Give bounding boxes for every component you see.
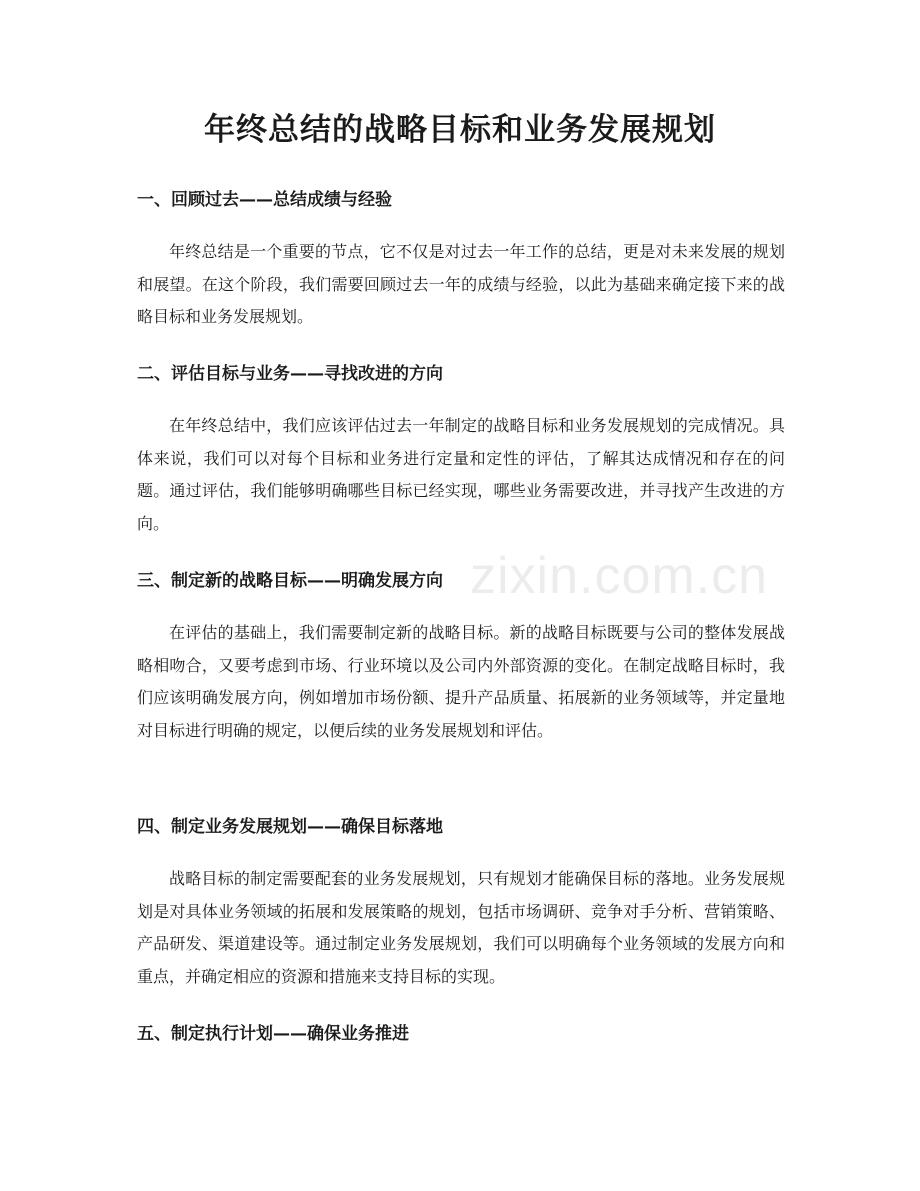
watermark: zixin.com.cn (470, 547, 769, 605)
section-1-paragraph: 年终总结是一个重要的节点，它不仅是对过去一年工作的总结，更是对未来发展的规划和展望。在这个阶段，我们需要回顾过去一年的成绩与经验，以此为基础来确定接下来的战略目标和业务发展规划。 (137, 242, 785, 326)
section-5-heading: 五、制定执行计划——确保业务推进 (137, 1024, 409, 1044)
section-3-heading: 三、制定新的战略目标——明确发展方向 (137, 571, 443, 591)
section-2-paragraph: 在年终总结中，我们应该评估过去一年制定的战略目标和业务发展规划的完成情况。具体来说，我们可以对每个目标和业务进行定量和定性的评估，了解其达成情况和存在的问题。通过评估，我们能够明确哪些目标已经实现，哪些业务需要改进，并寻找产生改进的方向。 (137, 416, 785, 533)
section-1-heading: 一、回顾过去——总结成绩与经验 (137, 190, 392, 210)
section-4-paragraph: 战略目标的制定需要配套的业务发展规划，只有规划才能确保目标的落地。业务发展规划是对具体业务领域的拓展和发展策略的规划，包括市场调研、竞争对手分析、营销策略、产品研发、渠道建设等。通过制定业务发展规划，我们可以明确每个业务领域的发展方向和重点，并确定相应的资源和措施来支持目标的实现。 (137, 869, 785, 986)
section-3-paragraph: 在评估的基础上，我们需要制定新的战略目标。新的战略目标既要与公司的整体发展战略相吻合，又要考虑到市场、行业环境以及公司内外部资源的变化。在制定战略目标时，我们应该明确发展方向，例如增加市场份额、提升产品质量、拓展新的业务领域等，并定量地对目标进行明确的规定，以便后续的业务发展规划和评估。 (137, 623, 785, 740)
section-2-heading: 二、评估目标与业务——寻找改进的方向 (137, 364, 443, 384)
section-4-heading: 四、制定业务发展规划——确保目标落地 (137, 817, 443, 837)
document-title: 年终总结的战略目标和业务发展规划 (204, 112, 716, 148)
